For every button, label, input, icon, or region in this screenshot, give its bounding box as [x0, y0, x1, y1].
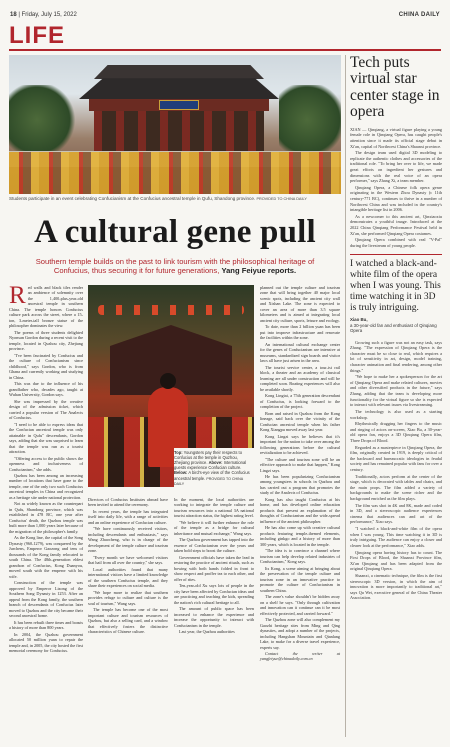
paragraph: It has been rebuilt three times and boasts a history of more than 800 years.: [9, 619, 83, 631]
article-column-4: [260, 285, 340, 663]
caption-label-top: Top:: [174, 450, 183, 455]
paragraph: Ten-year-old Xu says lots of people in the city have been affected by Confucian ideas and are practicing and teaching the kids, spreading the nation's rich cultural heritage to all.: [174, 583, 254, 605]
paragraph: As the Kong line, the capital of the Song Dynasty (960-1279), was conquered by the Jurchens, Emperor Gaozong and tens of thousands of the Kong family relocated to south China. The 48th-generation eldest grandson of Confucius, Kong Duanyou, moved south with the emperor with his wife.: [9, 535, 83, 579]
paragraph: In the moment, the local authorities are working to integrate the temple culture and tourism resources into a national 3A national tourist attraction status, the highest rating level.: [174, 497, 254, 519]
caption-text-above: International guests experience Confucian culture.: [174, 460, 247, 471]
paragraph: He has been popularizing Confucianism among youngsters in schools in Quzhou and has carried out a program that promotes the study of the Analects of Confucius.: [260, 473, 340, 496]
paragraph: Qinqiang opera having history has to count. The First Drops of Blood, the Shaanxi Province film, Xi'an Qinqiang and has been adapted from the original Qinqiang Opera.: [350, 549, 442, 572]
sidebar-article: [350, 55, 442, 602]
paragraph: Construction of the temple was approved by Emperor Lizong of the Southern Song Dynasty in 1253. After an appeal from the Kong family, the southern branch of descendants of Confucius later moved to Quzhou and the city became their second ancestral home.: [9, 580, 83, 619]
paragraph: Qinqiang Opera, a Chinese folk opera genre originating in the Western Zhou Dynasty (c 11th century-771 BC), continues to thrive in a number of Northwest China and was included in the country's intangible heritage list in 2006.: [350, 184, 442, 213]
paragraph: "We hope more to realize that southern provides refuge to culture and culture is the soul of tourism," Wang says.: [88, 589, 168, 606]
paragraph: The design team used digital 3D modeling to replicate the authentic clothes and accessories of the traditional role. "To bring her over to life, we made great efforts on ingredient her gestures and dimensions with the real voice of an opera performer," says Zhang Xi, a team member.: [350, 150, 442, 184]
paragraph: "I watched a black-and-white film of the opera when I was young. This time watching it in 3D is truly intriguing. The audience can enjoy a closer and clearer look at the performance," Xiao adds.: [350, 526, 442, 548]
drop-cap: R: [9, 282, 26, 309]
caption-label-above: Above:: [208, 460, 223, 466]
paragraph: To date, more than 2 billion yuan has been put into improve infrastructure and renovate the facilities within the zone.: [260, 324, 340, 341]
paragraph: Traditionally, actors perform at the center of the stage, which is decorated with tables and chairs, and the main props. The film added a variety of backgrounds to make the scene richer and the background enriched as the film plays.: [350, 473, 442, 502]
sidebar-body-continued: [350, 340, 442, 601]
paragraph: Kong has also taught Confucius at his home, and has developed online education products that present an explanation of the thoughts of Confucianism and the wide-spread influence of the ancient philosopher.: [260, 496, 340, 524]
paragraph: Kong Lingtai, a 75th generation descendant of Confucius, is looking forward to the completion of the project.: [260, 393, 340, 410]
section-rule: [9, 49, 441, 51]
paragraph: Government officials have taken the lead in restoring the practice of ancient rituals, such as bowing with both hands folded in front to show respect and proffer tea to each other, and offer of rites.: [174, 554, 254, 582]
paragraph: Local authorities found that many international visitors have a limited knowledge of the southern Confucius temple, and they share their experiences on social media.: [88, 566, 168, 589]
paragraph: ed walls and black tiles render an ambience of solemnity over the 1,400-plus-year-old ancestral temple in southern China. The temple honors Confucius culture park across the street, where a 15-ton, 3-meter-tall bronze statue of the philosopher dominates the view.: [9, 285, 83, 329]
photo2-head: [160, 373, 176, 389]
caption-text-top: Youngsters pay their respects to Confucius at the temple in Quzhou, Zhejiang province.: [174, 450, 242, 466]
pull-quote-name: Xiao Bu,: [350, 317, 368, 323]
sidebar-headline: Tech puts virtual star center stage in opera: [350, 54, 440, 121]
photo-roof-upper: [94, 65, 264, 79]
paragraph: XIAN — Qinqiang, a virtual figure playing a young female role in Qinqiang Opera, has caught people's attention since it made its official stage debut in Xi'an, capital of Northwest China's Shaanxi province.: [350, 126, 442, 149]
column-divider: [345, 55, 346, 737]
paragraph: Shaanxi, a cinematic technique, the film is the first stereoscopic 3D version, in which the aim of innovation is more importantly to traditional art," says Qu Wei, executive general of the China Theater Association.: [350, 572, 442, 601]
pull-quote: I watched a black-and-white film of the opera when I was young. This time watching it in 3D is truly intriguing.: [350, 254, 442, 314]
paragraph: Born and raised in Quzhou from the Kong lineage, said back over the vicinity of the Confucian ancestral temple when his father Kong Xiangpu moved away last year.: [260, 410, 340, 433]
pull-quote-attribution: [350, 317, 442, 334]
paragraph: The Quzhou zone will also complement my Gaozhi heritage sites from Ming and Qing dynasties, and adopt a number of the projects, including Hangshan Mountain and Qianlang Lake, to make for a diverse travel experience, experts say.: [260, 617, 340, 650]
page-info: 18 | Friday, July 15, 2022: [10, 12, 77, 18]
paragraph: She was impressed by the creative design of the admission ticket, which carried a popular version of The Analects of Confucius.: [9, 398, 83, 421]
paragraph: Directors of Confucius Institutes abroad have been invited to attend the ceremony.: [88, 497, 168, 508]
photo-trees-right: [279, 85, 341, 155]
photo-columns: [94, 111, 264, 156]
paragraph: Its Kong, a scene aiming at bringing about the preservation of the temple culture and tourism zone in an innovative practice to promote the culture of Confucianism in southern China.: [260, 565, 340, 593]
section-title: LIFE: [9, 22, 65, 49]
paragraph: planned out the temple culture and tourism zone that will bring together 40 major local scenic spots, including the ancient city wall and Xishan Lake. The zone is expected to cover an area of more than 3.5 square kilometers and is aimed at integrating local ancient city culture, sports, leisure and ecology.: [260, 285, 340, 323]
photo-plaque: [159, 100, 199, 110]
paragraph: The zone's value shouldn't be hidden away on a shelf he says. "Only through cultivation and innovation can it continue can it be most effectively protected, and carried forward.": [260, 594, 340, 616]
article-headline: A cultural gene pull: [34, 214, 316, 250]
paragraph: Rhythmically dragging her fingers to the music and ringing of actors on-screen, Xiao Bu, a 30-year-old opera fan, enjoys a 3D Qinqiang Opera film, Three Drops of Blood.: [350, 421, 442, 443]
sidebar-body: [350, 127, 442, 249]
paragraph: "We have continuously received visitors, including descendants and enthusiasts," says Wang Zhaocheng, who is in charge of the development of the temple culture and tourism zone.: [88, 526, 168, 554]
page-date: Friday, July 15, 2022: [21, 12, 77, 18]
photo-caption-text: Students participate in an event celebrating Confucianism at the Confucius ancestral temple in Qufu, Shandong province.: [9, 196, 256, 201]
photo-trees-left: [9, 85, 79, 155]
page-number: 18: [10, 12, 17, 18]
article-column-3: [174, 497, 254, 636]
paragraph: Not as widely known as the counterpart in Qufu, Shandong province, which was established in 478 BC, one year after Confucius' death, the Quzhou temple was built more than 1,000 years later because of the migration of the philosopher's family.: [9, 501, 83, 534]
paragraph: Growing such a figure was not an easy task, says Zhang. "The expression of Qinqiang Opera is the character must be so close to real, which requires a lot of sensitivity in art, design, model training, character animation and final rendering, among other things.": [350, 339, 442, 373]
caption-text-below: A bird's-eye view of the Confucius ancestral temple.: [174, 470, 250, 481]
paragraph: The amount of public space has been increased to enhance the experience and increase the opportunity to interact with Confucianism in the temple.: [174, 606, 254, 628]
paragraph: The tourist service center, a tour-ist rail block, a theater and an academy of classical learning are all under construction and will be completed soon. Boating experiences will also be available shortly.: [260, 364, 340, 392]
paragraph: In recent years, the temple has integrated itself into daily life, with a range of activities and an online experience of Confucian culture.: [88, 508, 168, 525]
article-column-2: [88, 497, 168, 636]
temple-ceremony-photo: [9, 55, 341, 194]
paragraph: The Quzhou government has tapped into the essence of Confucianism over the years and taken bold steps to boost the culture.: [174, 537, 254, 554]
paragraph: The film was shot in 4K and 8K, made and coded in 3D, and a stereoscopic audience experiences cinema that audiences can and art of the performance," Xiao says.: [350, 502, 442, 525]
paragraph: Regarded as a masterpiece in Qinqiang Opera, the film, originally created in 1919, is deeply critical of the backward and bureaucratic ideologies in feudal society and has remained popular with fans for over a century.: [350, 444, 442, 472]
article-deck: [20, 257, 330, 276]
paragraph: "I need to be able to express ideas that the Confucian ancestral temple was only attainable in Qufu" descendants, Gordon says, adding that she was surprised to learn that the temple was run as a tourist attraction.: [9, 421, 83, 455]
paragraph: The poems of three students delighted Nyonsan Gordon during a recent visit to the temple, located in Quzhou city, Zhejiang province.: [9, 329, 83, 352]
newspaper-brand: CHINA DAILY: [398, 12, 440, 18]
photo-credit: PROVIDED TO CHINA DAILY: [256, 197, 307, 201]
paragraph: "We believe it will further enhance the role of the temple as a bridge for cultural inheritance and mutual exchange," Wang says.: [174, 519, 254, 536]
photo2-caption: [174, 448, 254, 489]
deck-author: Yang Feiyue reports.: [221, 266, 297, 276]
writer-contact: Contact the writer at yangfeiyue@chinadaily.com.cn: [260, 651, 340, 662]
paragraph: "The idea is to convince a channel where tourism can help develop related industries of Confucianism," Kong says.: [260, 548, 340, 565]
paragraph: He has also come up with creative cultural products featuring temple-themed elements, including ginkgo and a history of more than 300 years, which is located in the temple.: [260, 525, 340, 547]
paragraph: "Every month we have welcomed visitors that hail from all over the country," she says.: [88, 554, 168, 566]
paragraph: As a newcomer to this ancient art, Qinxiaoxiu demonstrates a youthful image. Introduced at the 2022 China Qinqiang Performance Festival held in Xi'an, she performed Qinqiang Opera costumes.: [350, 213, 442, 236]
paragraph: The technology is also used as a starting workshop.: [350, 408, 442, 420]
paragraph: "I've been fascinated by Confucius and the culture of Confucianism since childhood," says Gordon, who is from Ghana and currently working and studying in China.: [9, 352, 83, 380]
paragraph: Last year, the Quzhou authorities: [179, 629, 235, 635]
page-header: [10, 8, 440, 22]
paragraph: Quzhou has been among an increasing number of locations that have gone to the temple, one of the only two such Confucius ancestral temples in China and recognized as a heritage site under national protection.: [9, 472, 83, 500]
paragraph: In 2004, the Quzhou government allocated 50 million yuan to repair the temple and, in 2005, the city hosted the first memorial ceremony for Confucius.: [9, 631, 84, 653]
paragraph: "We hope to make her a spokesperson for the art of Qinqiang Opera and make related cultures, movies and other diversified products in the future," says Zhang, adding that the team is developing more functionality for the virtual figure so she is expected to interact with relevant issues via livestreaming.: [350, 374, 442, 408]
photo-participants: [9, 152, 341, 194]
paragraph: This was due to the influence of his grandfather who, decades ago, taught at Wuhan University, Gordon says.: [9, 381, 83, 398]
paragraph: The temple has become one of the most important culture and tourism resources of Quzhou, but also a selling card, and a window that effectively fosters the distinctive characteristics of Chinese culture.: [88, 607, 168, 635]
caption-label-below: Below:: [174, 470, 188, 476]
paragraph: Kong Lingzi says he believes that it's important for the nation to take over among the following generations before the cultural revitalization to be achieved.: [260, 433, 340, 456]
article-column-1: [9, 282, 84, 654]
paragraph: Qinqiang Opera combined with real "V-Pal" during the livestream of young people.: [350, 237, 442, 248]
pull-quote-role: a 30-year-old fan and enthusiast of Qinqiang Opera: [350, 322, 437, 334]
paragraph: "The culture and tourism zone will be an effective approach to make that happen," Kong Lingzi says.: [260, 456, 340, 473]
caption-credit: PROVIDED TO CHINA DAILY: [174, 476, 243, 487]
photo2-lanterns: [98, 305, 244, 315]
paragraph: An international cultural exchange center for the genes of Confucianism are intensive at museums, standardized sign boards and visitor laws all have just arisen in the area.: [260, 341, 340, 364]
photo-caption: [9, 196, 341, 202]
paragraph: "Offering access to the public shows the openness and inclusiveness of Confucianism," she adds.: [9, 455, 83, 472]
deck-text: Southern temple builds on the past to link tourism with the philosophical heritage of Confucius, thus securing it for future generations,: [35, 257, 315, 276]
